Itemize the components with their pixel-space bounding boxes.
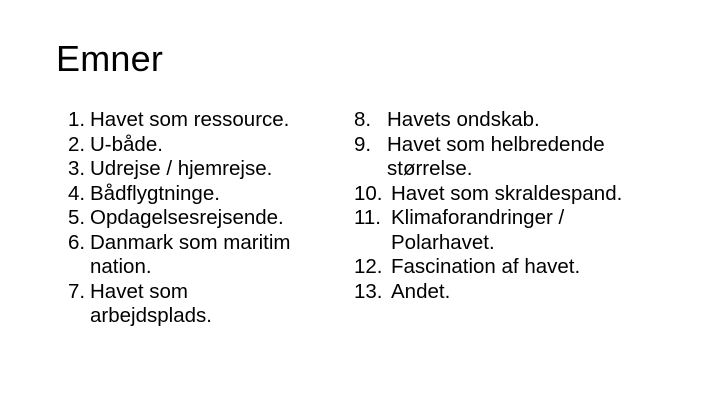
topic-list-right (354, 108, 694, 304)
list-item-number: 5. (68, 206, 86, 229)
list-item (56, 133, 346, 158)
list-item-number: 6. (68, 230, 86, 254)
list-item-text: Havet som skraldespand. (391, 181, 623, 205)
list-item-text: Klimaforandringer / Polarhavet. (391, 206, 565, 254)
list-item (354, 182, 694, 207)
list-item-number: 8. (354, 108, 372, 131)
list-item-number: 4. (68, 181, 86, 205)
list-item (354, 108, 694, 133)
list-item-number: 2. (68, 132, 86, 156)
list-item (354, 255, 694, 280)
slide-title: Emner (56, 38, 164, 79)
list-item-number: 7. (68, 279, 86, 303)
list-item-number: 13. (354, 279, 383, 303)
list-item-text: Havet som arbejdsplads. (90, 279, 212, 327)
list-item-number: 3. (68, 157, 86, 180)
list-item-text: Andet. (391, 279, 451, 303)
list-item-number: 12. (354, 255, 383, 278)
list-item (56, 157, 346, 182)
list-item (56, 280, 346, 329)
list-item-number: 9. (354, 132, 372, 156)
list-item (56, 108, 346, 133)
list-item-text: U-både. (90, 132, 163, 156)
list-item (56, 231, 346, 280)
list-item (56, 206, 346, 231)
list-item-text: Bådflygtninge. (90, 181, 220, 205)
list-item-text: Danmark som maritim nation. (90, 230, 291, 278)
list-item (354, 280, 694, 305)
list-item (354, 206, 694, 255)
list-item (354, 133, 694, 182)
list-item-number: 11. (354, 206, 381, 229)
topic-list-left (56, 108, 346, 329)
list-item-text: Havet som helbredende størrelse. (387, 132, 605, 180)
list-item-text: Havets ondskab. (387, 108, 540, 131)
list-item-text: Fascination af havet. (391, 255, 581, 278)
list-item-number: 10. (354, 181, 383, 205)
list-item-text: Havet som ressource. (90, 108, 290, 131)
list-item-number: 1. (68, 108, 86, 131)
list-item-text: Opdagelsesrejsende. (90, 206, 284, 229)
list-item (56, 182, 346, 207)
list-item-text: Udrejse / hjemrejse. (90, 157, 273, 180)
